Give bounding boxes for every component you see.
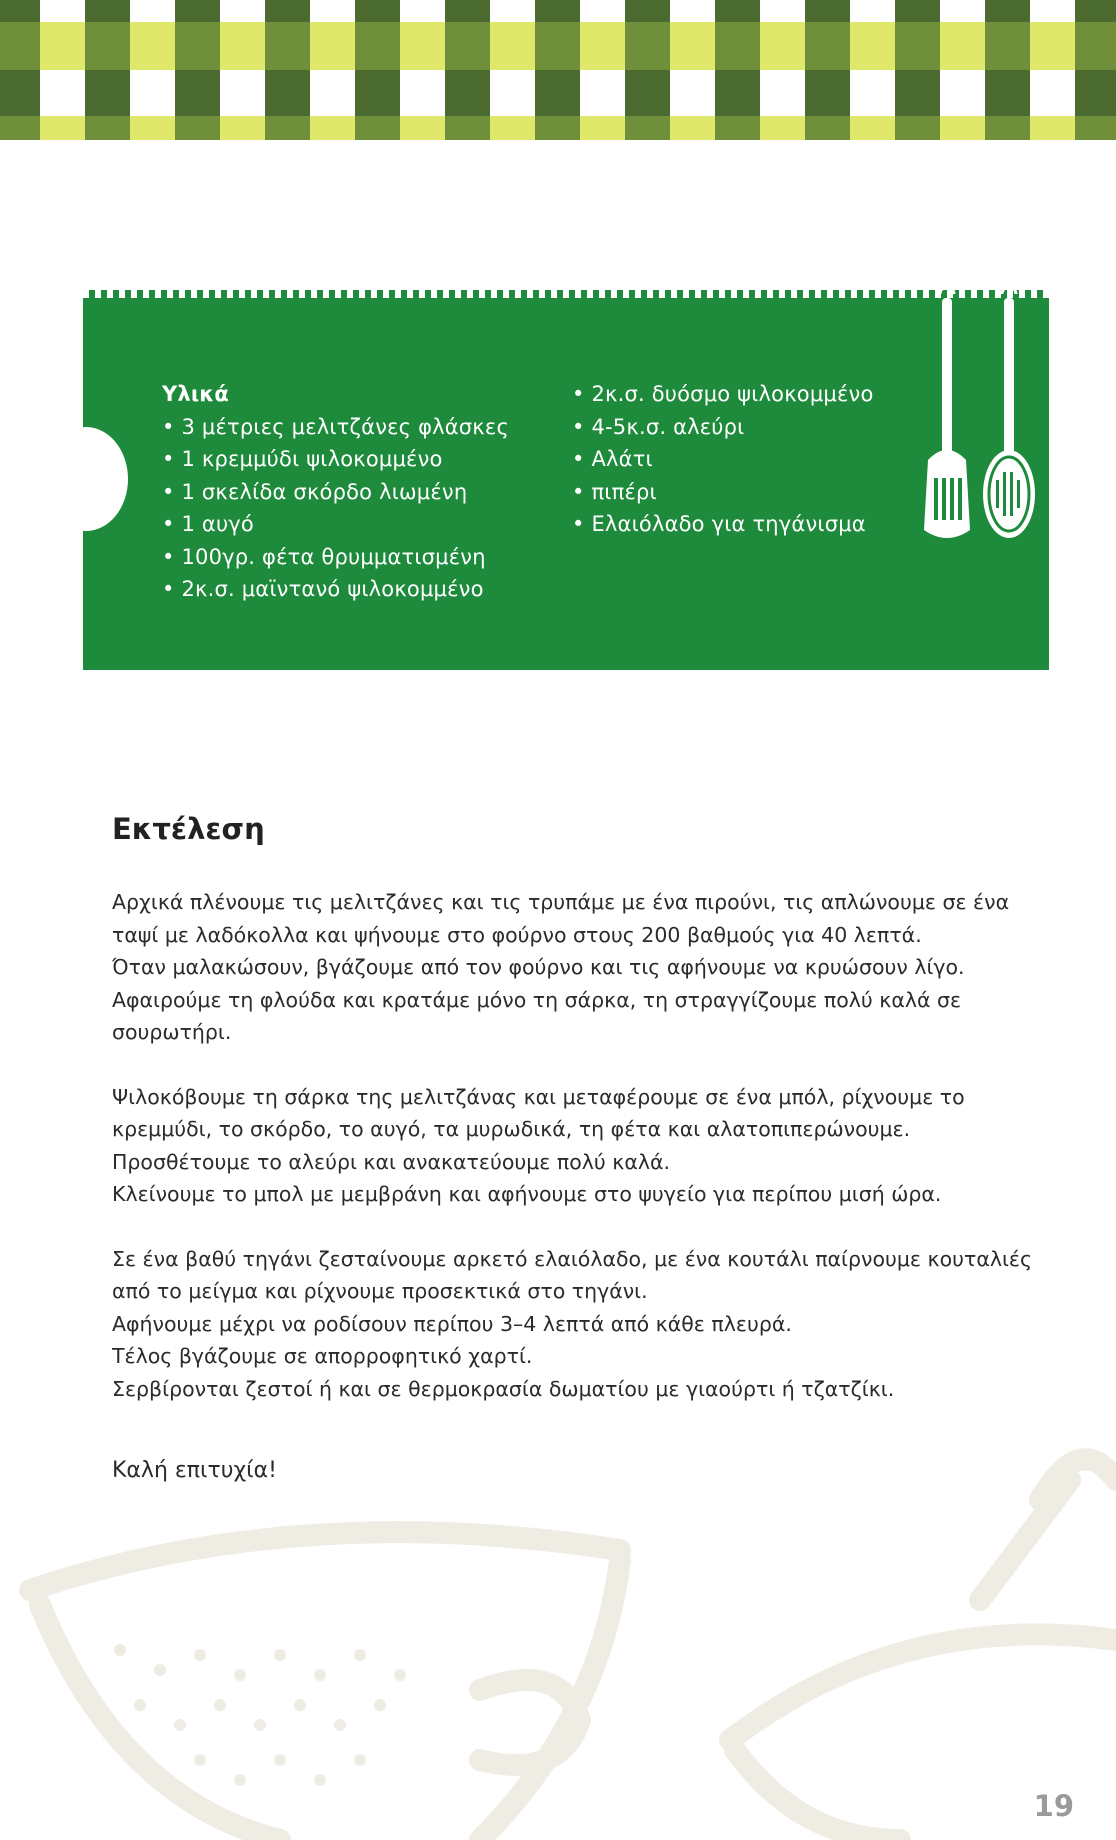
checker-cell — [400, 0, 445, 22]
checker-cell — [985, 70, 1030, 116]
checker-cell — [355, 116, 400, 140]
checker-cell — [580, 22, 625, 70]
perforation — [887, 290, 893, 298]
checker-cell — [985, 116, 1030, 140]
checker-cell — [940, 22, 985, 70]
perforation — [479, 290, 485, 298]
checker-cell — [1075, 0, 1116, 22]
perforation — [827, 290, 833, 298]
checker-cell — [1075, 116, 1116, 140]
perforation — [551, 290, 557, 298]
checker-cell — [985, 0, 1030, 22]
perforation — [503, 290, 509, 298]
checker-cell — [490, 116, 535, 140]
checker-cell — [310, 22, 355, 70]
perforation — [755, 290, 761, 298]
perforation — [287, 290, 293, 298]
checker-cell — [220, 70, 265, 116]
checker-cell — [670, 22, 715, 70]
checker-cell — [625, 70, 670, 116]
checker-cell — [715, 22, 760, 70]
perforation — [899, 290, 905, 298]
checker-cell — [895, 70, 940, 116]
checker-cell — [715, 70, 760, 116]
perforation — [599, 290, 605, 298]
perforation — [323, 290, 329, 298]
perforation — [491, 290, 497, 298]
ingredient-item: • 3 μέτριες μελιτζάνες φλάσκες — [162, 414, 509, 439]
method-paragraph — [112, 1243, 1033, 1406]
checker-cell — [670, 0, 715, 22]
checker-cell — [0, 116, 40, 140]
perforation — [347, 290, 353, 298]
perforation — [791, 290, 797, 298]
perforation — [227, 290, 233, 298]
checker-cell — [445, 116, 490, 140]
perforation — [407, 290, 413, 298]
checker-cell — [625, 22, 670, 70]
checker-cell — [175, 22, 220, 70]
method-line: Τέλος βγάζουμε σε απορροφητικό χαρτί. — [112, 1344, 533, 1368]
perforation — [383, 290, 389, 298]
perforation — [611, 290, 617, 298]
checkered-header-pattern — [0, 0, 1116, 140]
method-line: Ψιλοκόβουμε τη σάρκα της μελιτζάνας και μεταφέρουμε σε ένα μπόλ, ρίχνουμε το — [112, 1084, 965, 1109]
perforation — [215, 290, 221, 298]
perforation — [743, 290, 749, 298]
perforated-edge — [83, 290, 1049, 300]
perforation — [431, 290, 437, 298]
perforation — [203, 290, 209, 298]
checker-cell — [355, 0, 400, 22]
perforation — [635, 290, 641, 298]
perforation — [299, 290, 305, 298]
perforation — [767, 290, 773, 298]
checker-cell — [535, 70, 580, 116]
ingredient-item: • 2κ.σ. μαϊντανό ψιλοκομμένο — [162, 577, 484, 601]
checker-cell — [85, 70, 130, 116]
checker-cell — [490, 22, 535, 70]
spatula-and-spoon-icon — [918, 290, 1040, 548]
perforation — [563, 290, 569, 298]
perforation — [671, 290, 677, 298]
perforation — [803, 290, 809, 298]
ingredient-item: • Αλάτι — [572, 447, 653, 471]
checker-cell — [670, 116, 715, 140]
perforation — [539, 290, 545, 298]
checker-cell — [400, 22, 445, 70]
perforation — [719, 290, 725, 298]
perforation — [143, 290, 149, 298]
checker-cell — [805, 116, 850, 140]
perforation — [683, 290, 689, 298]
method-line: Προσθέτουμε το αλεύρι και ανακατεύουμε πολύ καλά. — [112, 1149, 671, 1174]
checker-cell — [220, 0, 265, 22]
checker-cell — [1030, 70, 1075, 116]
ingredients-title: Υλικά — [162, 382, 230, 406]
checker-cell — [535, 0, 580, 22]
perforation — [875, 290, 881, 298]
checker-cell — [805, 0, 850, 22]
perforation — [371, 290, 377, 298]
ingredients-left-column — [162, 378, 562, 606]
perforation — [863, 290, 869, 298]
checker-cell — [805, 70, 850, 116]
perforation — [659, 290, 665, 298]
perforation — [83, 290, 89, 298]
checker-cell — [850, 0, 895, 22]
method-paragraph — [112, 1081, 1012, 1211]
checker-cell — [940, 0, 985, 22]
checker-cell — [400, 116, 445, 140]
checker-cell — [940, 70, 985, 116]
colander-icon — [30, 1532, 620, 1590]
checker-cell — [0, 70, 40, 116]
checker-cell — [85, 116, 130, 140]
checker-cell — [895, 0, 940, 22]
page-number: 19 — [1033, 1789, 1074, 1823]
ingredients-right-column — [572, 378, 912, 541]
checker-cell — [0, 0, 40, 22]
checker-cell — [580, 0, 625, 22]
checker-cell — [310, 0, 355, 22]
card-notch — [44, 427, 128, 531]
perforation — [731, 290, 737, 298]
perforation — [131, 290, 137, 298]
checker-cell — [805, 22, 850, 70]
ingredient-item: • 2κ.σ. δυόσμο ψιλοκομμένο — [572, 382, 874, 406]
checker-cell — [760, 70, 805, 116]
checker-cell — [85, 0, 130, 22]
method-line: από το μείγμα και ρίχνουμε προσεκτικά στο τηγάνι. — [112, 1279, 648, 1303]
ingredient-item: • πιπέρι — [572, 479, 657, 504]
checker-cell — [985, 22, 1030, 70]
method-line: Κλείνουμε το μπολ με μεμβράνη και αφήνουμε στο ψυγείο για περίπου μισή ώρα. — [112, 1182, 942, 1206]
checker-cell — [85, 22, 130, 70]
ingredient-item: • 100γρ. φέτα θρυμματισμένη — [162, 544, 486, 569]
checker-cell — [40, 70, 85, 116]
perforation — [647, 290, 653, 298]
perforation — [467, 290, 473, 298]
closing-text: Καλή επιτυχία! — [112, 1458, 277, 1483]
checker-cell — [130, 70, 175, 116]
ingredient-item: • 1 σκελίδα σκόρδο λιωμένη — [162, 479, 468, 504]
checker-cell — [355, 22, 400, 70]
perforation — [527, 290, 533, 298]
perforation — [335, 290, 341, 298]
perforation — [359, 290, 365, 298]
method-line: Αρχικά πλένουμε τις μελιτζάνες και τις τρυπάμε με ένα πιρούνι, τις απλώνουμε σε ένα — [112, 890, 1010, 914]
checker-cell — [760, 116, 805, 140]
checker-cell — [445, 0, 490, 22]
method-line: Αφαιρούμε τη φλούδα και κρατάμε μόνο τη σάρκα, τη στραγγίζουμε πολύ καλά σε — [112, 987, 962, 1012]
checker-cell — [265, 70, 310, 116]
checker-cell — [310, 70, 355, 116]
method-paragraph — [112, 886, 1012, 1049]
checker-cell — [1075, 22, 1116, 70]
checker-cell — [535, 116, 580, 140]
perforation — [839, 290, 845, 298]
checker-cell — [1030, 22, 1075, 70]
perforation — [263, 290, 269, 298]
perforation — [515, 290, 521, 298]
checker-cell — [265, 0, 310, 22]
perforation — [419, 290, 425, 298]
perforation — [623, 290, 629, 298]
checker-cell — [40, 22, 85, 70]
method-line: Αφήνουμε μέχρι να ροδίσουν περίπου 3–4 λεπτά από κάθε πλευρά. — [112, 1311, 792, 1336]
ingredient-item: • 1 κρεμμύδι ψιλοκομμένο — [162, 447, 443, 471]
perforation — [395, 290, 401, 298]
perforation — [95, 290, 101, 298]
checker-cell — [175, 0, 220, 22]
checker-cell — [130, 116, 175, 140]
method-line: ταψί με λαδόκολλα και ψήνουμε στο φούρνο στους 200 βαθμούς για 40 λεπτά. — [112, 922, 922, 947]
checker-cell — [535, 22, 580, 70]
perforation — [851, 290, 857, 298]
checker-cell — [175, 70, 220, 116]
checker-cell — [760, 22, 805, 70]
perforation — [587, 290, 593, 298]
kitchenware-decoration — [0, 1440, 1116, 1840]
method-line: σουρωτήρι. — [112, 1020, 232, 1044]
checker-cell — [445, 22, 490, 70]
perforation — [815, 290, 821, 298]
ingredient-item: • Ελαιόλαδο για τηγάνισμα — [572, 512, 866, 536]
perforation — [239, 290, 245, 298]
checker-cell — [400, 70, 445, 116]
perforation — [311, 290, 317, 298]
mixing-bowl-icon — [730, 1634, 1116, 1740]
method-body — [112, 886, 1033, 1437]
checker-cell — [130, 22, 175, 70]
perforation — [107, 290, 113, 298]
perforation — [275, 290, 281, 298]
checker-cell — [940, 116, 985, 140]
checker-cell — [355, 70, 400, 116]
checker-cell — [580, 70, 625, 116]
perforation — [455, 290, 461, 298]
checker-cell — [850, 70, 895, 116]
perforation — [119, 290, 125, 298]
checker-cell — [130, 0, 175, 22]
checker-cell — [760, 0, 805, 22]
ingredient-item: • 1 αυγό — [162, 512, 254, 536]
perforation — [167, 290, 173, 298]
checker-cell — [40, 0, 85, 22]
checker-cell — [490, 70, 535, 116]
perforation — [779, 290, 785, 298]
perforation — [443, 290, 449, 298]
perforation — [179, 290, 185, 298]
checker-cell — [40, 116, 85, 140]
method-line: Σερβίρονται ζεστοί ή και σε θερμοκρασία δωματίου με γιαούρτι ή τζατζίκι. — [112, 1376, 895, 1401]
checker-cell — [850, 22, 895, 70]
checker-cell — [175, 116, 220, 140]
checker-cell — [220, 116, 265, 140]
checker-cell — [670, 70, 715, 116]
checker-cell — [625, 116, 670, 140]
perforation — [1043, 290, 1049, 298]
checker-cell — [265, 116, 310, 140]
checker-cell — [265, 22, 310, 70]
method-title: Εκτέλεση — [112, 812, 265, 846]
ingredient-item: • 4-5κ.σ. αλεύρι — [572, 414, 745, 439]
checker-cell — [580, 116, 625, 140]
checker-cell — [1030, 116, 1075, 140]
perforation — [191, 290, 197, 298]
perforation — [911, 290, 917, 298]
checker-cell — [715, 116, 760, 140]
checker-cell — [895, 22, 940, 70]
perforation — [575, 290, 581, 298]
perforation — [251, 290, 257, 298]
checker-cell — [220, 22, 265, 70]
method-line: Όταν μαλακώσουν, βγάζουμε από τον φούρνο και τις αφήνουμε να κρυώσουν λίγο. — [112, 955, 965, 979]
checker-cell — [310, 116, 355, 140]
checker-cell — [715, 0, 760, 22]
perforation — [155, 290, 161, 298]
checker-cell — [490, 0, 535, 22]
perforation — [707, 290, 713, 298]
method-line: Σε ένα βαθύ τηγάνι ζεσταίνουμε αρκετό ελαιόλαδο, με ένα κουτάλι παίρνουμε κουταλιές — [112, 1246, 1033, 1271]
perforation — [695, 290, 701, 298]
checker-cell — [1075, 70, 1116, 116]
checker-cell — [625, 0, 670, 22]
method-line: κρεμμύδι, το σκόρδο, το αυγό, τα μυρωδικά, τη φέτα και αλατοπιπερώνουμε. — [112, 1117, 911, 1141]
checker-cell — [445, 70, 490, 116]
checker-cell — [0, 22, 40, 70]
checker-cell — [895, 116, 940, 140]
checker-cell — [850, 116, 895, 140]
checker-cell — [1030, 0, 1075, 22]
